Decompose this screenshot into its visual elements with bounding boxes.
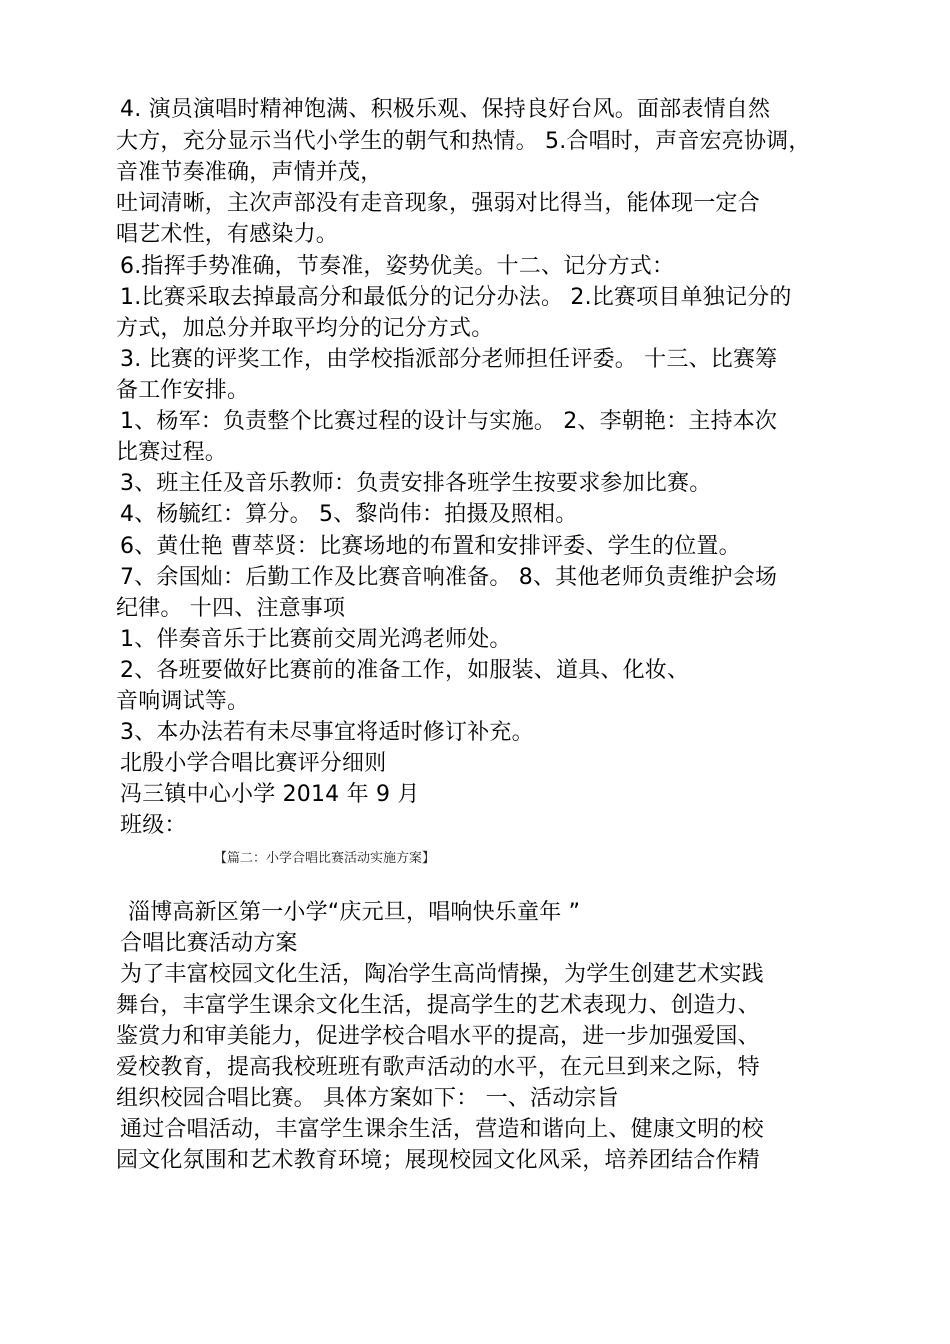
text-line: 2、各班要做好比赛前的准备工作，如服装、道具、化妆、 — [120, 658, 690, 683]
text-line: 通过合唱活动，丰富学生课余生活，营造和谐向上、健康文明的校 — [120, 1117, 764, 1142]
text-line: 合唱比赛活动方案 — [120, 931, 298, 956]
text-line: 1、杨军：负责整个比赛过程的设计与实施。 2、李朝艳：主持本次 — [120, 409, 778, 434]
text-line: 1.比赛采取去掉最高分和最低分的记分办法。 2.比赛项目单独记分的 — [120, 285, 792, 310]
text-line: 4、杨毓红：算分。 5、黎尚伟：拍摄及照相。 — [120, 502, 578, 527]
text-line: 纪律。 十四、注意事项 — [116, 596, 346, 621]
text-line: 1、伴奏音乐于比赛前交周光鸿老师处。 — [120, 627, 512, 652]
text-line: 班级： — [120, 813, 187, 838]
section-caption: 【篇二：小学合唱比赛活动实施方案】 — [214, 851, 436, 866]
text-line: 北殷小学合唱比赛评分细则 — [120, 751, 387, 776]
text-line: 7、余国灿：后勤工作及比赛音响准备。 8、其他老师负责维护会场 — [120, 565, 778, 590]
text-line: 方式，加总分并取平均分的记分方式。 — [116, 316, 494, 341]
text-line: 6.指挥手势准确，节奏准，姿势优美。十二、记分方式： — [120, 254, 675, 279]
text-line: 大方，充分显示当代小学生的朝气和热情。 5.合唱时，声音宏亮协调， — [116, 129, 811, 154]
text-line: 组织校园合唱比赛。 具体方案如下： 一、活动宗旨 — [116, 1086, 619, 1111]
text-line: 园文化氛围和艺术教育环境；展现校园文化风采，培养团结合作精 — [116, 1148, 760, 1173]
text-line: 唱艺术性，有感染力。 — [116, 222, 339, 247]
text-line: 为了丰富校园文化生活，陶冶学生高尚情操，为学生创建艺术实践 — [120, 962, 764, 987]
text-line: 3、班主任及音乐教师：负责安排各班学生按要求参加比赛。 — [120, 471, 712, 496]
text-line: 吐词清晰，主次声部没有走音现象，强弱对比得当，能体现一定合 — [116, 191, 760, 216]
text-line: 3. 比赛的评奖工作，由学校指派部分老师担任评委。 十三、比赛筹 — [120, 347, 778, 372]
text-line: 3、本办法若有未尽事宜将适时修订补充。 — [120, 720, 534, 745]
text-line: 爱校教育，提高我校班班有歌声活动的水平，在元旦到来之际，特 — [116, 1055, 760, 1080]
text-line: 鉴赏力和审美能力，促进学校合唱水平的提高，进一步加强爱国、 — [116, 1024, 760, 1049]
text-line: 音响调试等。 — [116, 689, 250, 714]
text-line: 冯三镇中心小学 2014 年 9 月 — [120, 782, 420, 807]
text-line: 淄博高新区第一小学“庆元旦，唱响快乐童年 ” — [128, 900, 581, 925]
text-line: 6、黄仕艳 曹萃贤：比赛场地的布置和安排评委、学生的位置。 — [120, 534, 741, 559]
text-line: 备工作安排。 — [116, 378, 250, 403]
text-line: 4. 演员演唱时精神饱满、积极乐观、保持良好台风。面部表情自然 — [120, 97, 771, 122]
text-line: 音准节奏准确，声情并茂， — [116, 160, 383, 185]
text-line: 比赛过程。 — [116, 440, 228, 465]
text-line: 舞台，丰富学生课余文化生活，提高学生的艺术表现力、创造力、 — [116, 993, 760, 1018]
